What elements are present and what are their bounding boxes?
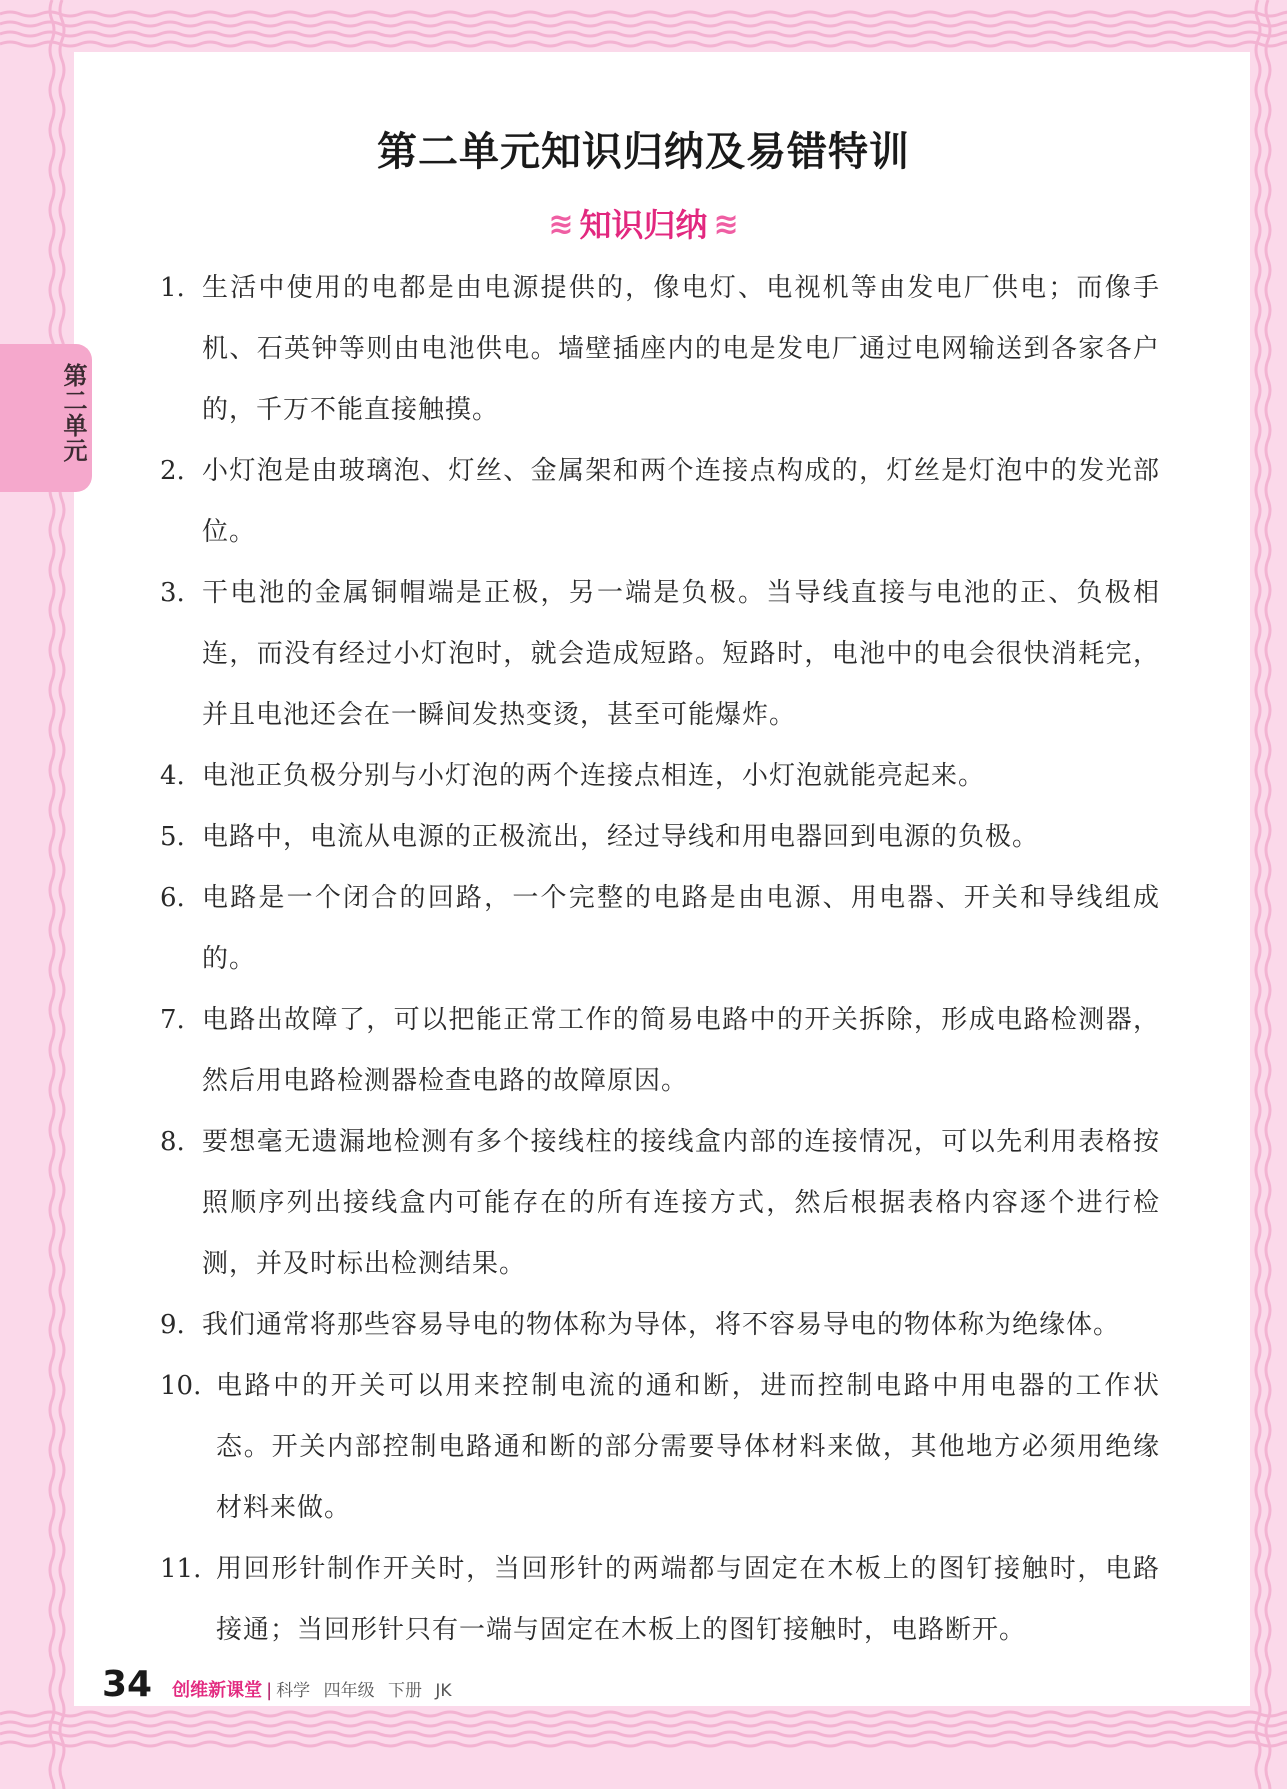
list-item [160,1356,1160,1539]
list-item [160,868,1160,990]
knowledge-list [160,258,1160,1661]
list-item [160,563,1160,746]
list-item [160,807,1160,868]
item-text: 小灯泡是由玻璃泡、灯丝、金属架和两个连接点构成的，灯丝是灯泡中的发光部位。 [202,456,1160,547]
item-text: 电路是一个闭合的回路，一个完整的电路是由电源、用电器、开关和导线组成的。 [202,883,1160,974]
item-text: 电池正负极分别与小灯泡的两个连接点相连，小灯泡就能亮起来。 [202,761,986,791]
list-item [160,258,1160,441]
list-item [160,1539,1160,1661]
item-text: 我们通常将那些容易导电的物体称为导体，将不容易导电的物体称为绝缘体。 [202,1310,1121,1340]
item-text: 干电池的金属铜帽端是正极，另一端是负极。当导线直接与电池的正、负极相连，而没有经过小灯泡时，就会造成短路。短路时，电池中的电会很快消耗完，并且电池还会在一瞬间发热变烫，甚至可能爆炸。 [202,578,1160,730]
item-text: 电路中的开关可以用来控制电流的通和断，进而控制电路中用电器的工作状态。开关内部控制电路通和断的部分需要导体材料来做，其他地方必须用绝缘材料来做。 [216,1371,1160,1523]
item-number: 5. [160,822,185,852]
section-heading-label: 知识归纳 [579,206,708,244]
list-item [160,1112,1160,1295]
item-number: 8. [160,1127,185,1157]
page-footer [102,1664,452,1705]
unit-side-tab-label: 第二单元 [59,363,87,463]
course-info: 科学 四年级 下册 JK [276,1681,452,1701]
item-number: 3. [160,578,185,608]
item-text: 电路中，电流从电源的正极流出，经过导线和用电器回到电源的负极。 [202,822,1040,852]
list-item [160,1295,1160,1356]
list-item [160,990,1160,1112]
item-number: 9. [160,1310,185,1340]
item-number: 6. [160,883,185,913]
item-number: 11. [160,1554,202,1584]
item-number: 4. [160,761,185,791]
item-text: 用回形针制作开关时，当回形针的两端都与固定在木板上的图钉接触时，电路接通；当回形针只有一端与固定在木板上的图钉接触时，电路断开。 [216,1554,1160,1645]
section-heading [0,200,1287,246]
list-item [160,746,1160,807]
wave-ornament-left-icon: ≋ [548,207,574,242]
item-text: 要想毫无遗漏地检测有多个接线柱的接线盒内部的连接情况，可以先利用表格按照顺序列出接线盒内可能存在的所有连接方式，然后根据表格内容逐个进行检测，并及时标出检测结果。 [202,1127,1160,1279]
footer-separator: | [266,1680,273,1701]
page-title: 第二单元知识归纳及易错特训 [377,129,910,175]
item-number: 2. [160,456,185,486]
item-number: 7. [160,1005,185,1035]
item-number: 10. [160,1371,202,1401]
page-number: 34 [102,1664,153,1705]
wave-ornament-right-icon: ≋ [713,207,739,242]
list-item [160,441,1160,563]
item-text: 电路出故障了，可以把能正常工作的简易电路中的开关拆除，形成电路检测器，然后用电路检测器检查电路的故障原因。 [202,1005,1160,1096]
item-text: 生活中使用的电都是由电源提供的，像电灯、电视机等由发电厂供电；而像手机、石英钟等则由电池供电。墙壁插座内的电是发电厂通过电网输送到各家各户的，千万不能直接触摸。 [202,273,1160,425]
brand-name: 创维新课堂 [172,1680,263,1701]
item-number: 1. [160,273,185,303]
